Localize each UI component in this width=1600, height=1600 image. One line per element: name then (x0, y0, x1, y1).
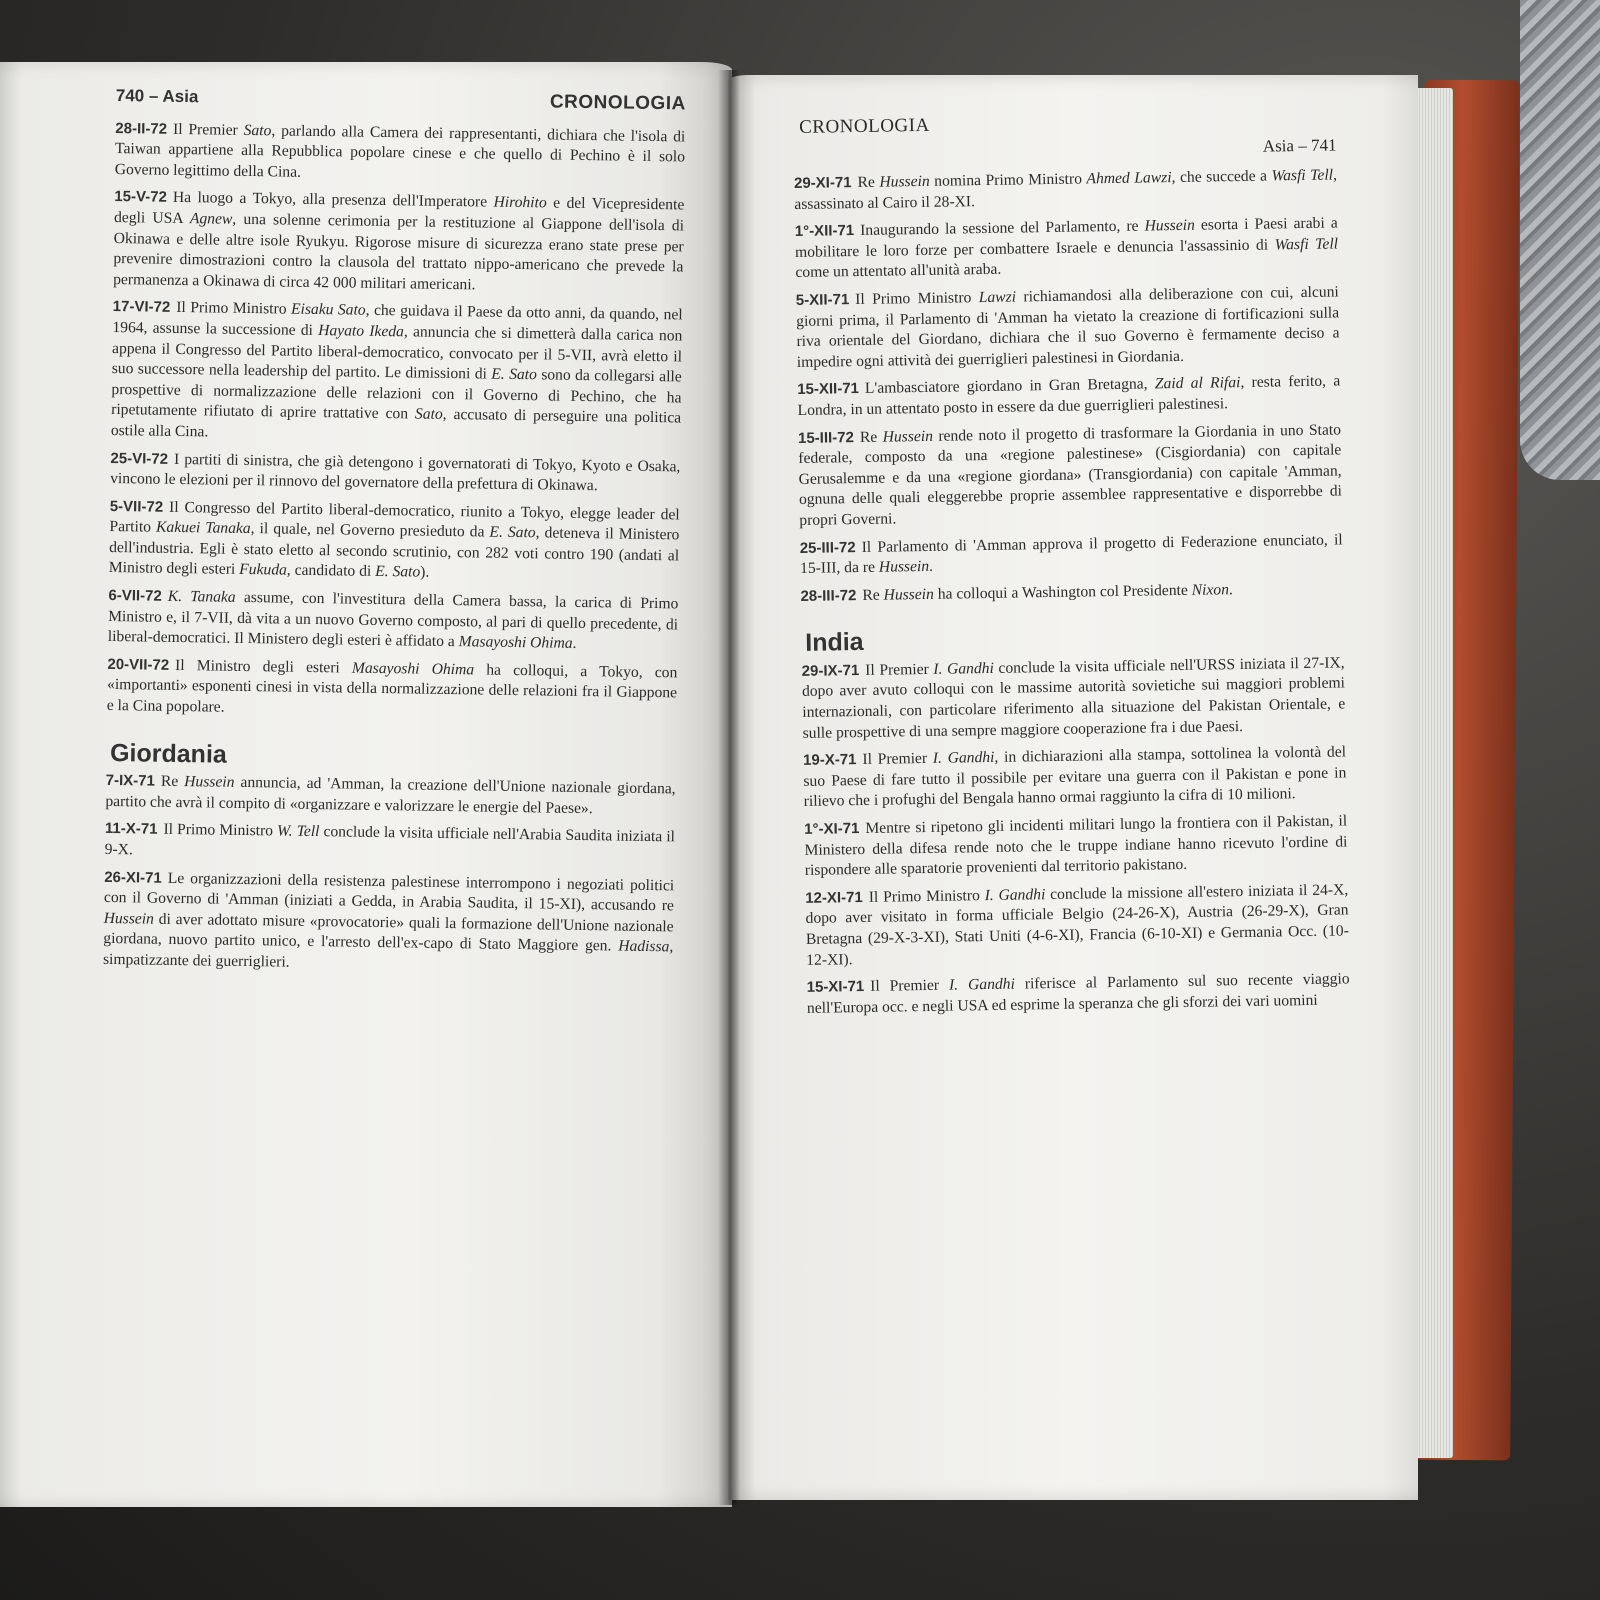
entry-text: . (928, 557, 934, 576)
entry-date: 5-VII-72 (109, 497, 164, 516)
person-name: Masayoshi Ohima (351, 659, 475, 679)
entry-text: rende noto il progetto di trasformare la Giordania in uno Stato federale, composto da una «regione palestinese» (Cisgiordania) con capitale Gerusalemme e da una «regione giordana» (Transgiordania) con capitale 'Amman, ognuna delle quali eleggerebbe proprie assemblee rappresentative e disporrebbe di propri Governi. (798, 420, 1343, 529)
chronology-entry (795, 214, 1339, 284)
entry-text: Il Premier (862, 750, 933, 769)
chronology-entry (800, 530, 1344, 580)
entry-date: 15-V-72 (114, 188, 168, 207)
entry-text: , deteneva il Ministero dell'industria. Egli è stato eletto al secondo scrutinio, con 282 voti contro 190 (andati al Ministro degli esteri (108, 524, 680, 579)
entry-date: 26-XI-71 (104, 868, 162, 887)
person-name: Fukuda (239, 561, 287, 580)
right-running-head (793, 109, 1337, 170)
entry-text: . (1228, 580, 1233, 598)
left-running-title: CRONOLOGIA (549, 91, 686, 115)
person-name: Masayoshi Ohima (458, 633, 573, 653)
person-name: W. Tell (276, 822, 320, 841)
entry-text: conclude la visita ufficiale nell'URSS iniziata il 27-IX, dopo aver avuto colloqui con le massime autorità sovietiche sui maggiori problemi internazionali, con particolare riferimento alla situazione del Pakistan Orientale, e sulle prospettive di una sempre maggiore cooperazione fra i due Paesi. (801, 654, 1346, 742)
chronology-entry (807, 970, 1351, 1020)
entry-text: esorta i Paesi arabi a mobilitare le loro forze per combattere Israele e denuncia l'assassinio di (794, 214, 1338, 261)
entry-text: conclude la visita ufficiale nell'Arabia Saudita iniziata il 9-X. (104, 823, 676, 859)
chronology-entry (103, 868, 674, 979)
entry-text: , il quale, nel Governo presieduto da (250, 520, 490, 541)
person-name: Kakuei Tanaka (155, 518, 251, 538)
person-name: Eisaku Sato (290, 300, 366, 320)
right-column (793, 109, 1350, 1026)
entry-date: 19-X-71 (802, 751, 857, 770)
entry-date: 17-VI-72 (112, 298, 171, 317)
entry-text: Le organizzazioni della resistenza palestinese interrompono i negoziati politici con il Governo di 'Amman (iniziati a Gedda, in Arabia Saudita, il 15-XI), accusando re (103, 869, 675, 915)
entry-date: 1°-XI-71 (804, 820, 860, 838)
section-title-india: India (805, 628, 864, 658)
giordania-entries (103, 771, 676, 979)
chronology-entry (113, 187, 684, 298)
chronology-entry (797, 372, 1341, 422)
entry-date: 28-III-72 (800, 586, 857, 605)
chronology-entry (111, 297, 683, 450)
right-entries (794, 165, 1344, 607)
entry-date: 15-III-72 (797, 428, 855, 447)
entry-text: Il Premier (172, 120, 244, 139)
left-entries (107, 119, 686, 725)
entry-text: , che guidava il Paese da otto anni, da quando, nel 1964, assunse la successione di (112, 302, 683, 339)
entry-text: , parlando alla Camera dei rappresentanti, dichiara che l'isola di Taiwan appartiene alla Repubblica popolare cinese e che quello di Pechino è il solo Governo legittimo della Cina. (114, 121, 686, 181)
person-name: Hussein (1144, 216, 1195, 235)
person-name: Wasfi Tell (1274, 235, 1339, 254)
person-name: Zaid al Rifai (1154, 374, 1241, 393)
person-name: E. Sato (489, 523, 536, 542)
cloth-corner (1520, 0, 1600, 480)
book-gutter (718, 70, 740, 1505)
person-name: Hussein (184, 773, 235, 792)
entry-date: 20-VII-72 (107, 655, 170, 674)
entry-date: 1°-XII-71 (794, 222, 855, 241)
entry-text: , simpatizzante dei guerriglieri. (102, 938, 674, 971)
chronology-entry (105, 771, 676, 821)
entry-text: , resta ferito, a Londra, in un attentato posto in essere da due guerriglieri palestinesi. (797, 372, 1341, 419)
chronology-entry (802, 653, 1346, 744)
person-name: Nixon (1191, 580, 1230, 599)
entry-date: 28-II-72 (115, 119, 168, 138)
entry-text: , annuncia che si dimetterà dalla carica non appena il Congresso del Partito liberal-democratico, convocato per il 5-VII, avrà eletto il suo successore nella leadership del partito. Le dimissioni di (111, 323, 683, 383)
entry-text: Il Primo Ministro (855, 289, 979, 309)
person-name: K. Tanaka (167, 587, 236, 606)
entry-text: Il Parlamento di 'Amman approva il progetto di Federazione enunciato, il 15-III, da re (799, 530, 1343, 578)
person-name: Sato (243, 121, 272, 139)
entry-text: , accusato di perseguire una politica ostile alla Cina. (110, 406, 682, 441)
chronology-entry (105, 819, 676, 869)
entry-text: di aver adottato misure «provocatorie» quali la formazione dell'Unione nazionale giordana, nuovo partito unico, e l'arresto dell'ex-capo di Stato Maggiore gen. (103, 910, 674, 955)
entry-date: 29-XI-71 (793, 174, 852, 192)
entry-text: L'ambasciatore giordano in Gran Bretagna, (864, 375, 1155, 398)
entry-text: come un attentato all'unità araba. (795, 261, 1002, 282)
person-name: Hussein (103, 909, 155, 928)
chronology-entry (110, 448, 681, 498)
entry-text: Il Primo Ministro (176, 299, 292, 318)
chronology-entry (798, 420, 1343, 531)
entry-text: Il Primo Ministro (868, 886, 985, 906)
entry-date: 15-XII-71 (797, 380, 860, 399)
left-folio: 740 – Asia (115, 86, 199, 107)
entry-text: ha colloqui, a Tokyo, con «importanti» esponenti cinesi in vista della normalizzazione delle relazioni fra il Giappone e la Cina popolare. (106, 661, 678, 716)
person-name: Agnew (189, 210, 233, 228)
entry-text: annuncia, ad 'Amman, la creazione dell'Unione nazionale giordana, partito che avrà il compito di «organizzare e valorizzare le energie del Paese». (105, 774, 676, 817)
entry-text: Il Ministro degli esteri (174, 656, 353, 677)
person-name: Lawzi (978, 288, 1017, 307)
person-name: Hayato Ikeda (318, 321, 405, 341)
entry-text: , che succede a (1171, 167, 1272, 187)
chronology-entry (794, 165, 1338, 215)
entry-text: sono da collegarsi alle prospettive di normalizzazione delle relazioni con il Governo di Pechino, che ha ripetutamente rifiutato di aprire trattative con (111, 366, 682, 423)
person-name: E. Sato (491, 365, 537, 384)
entry-date: 7-IX-71 (105, 772, 156, 790)
person-name: Hadissa (618, 937, 670, 956)
person-name: I. Gandhi (932, 749, 995, 768)
chronology-entry (805, 880, 1349, 971)
entry-text: Mentre si ripetono gli incidenti militari lungo la frontiera con il Pakistan, il Ministero della difesa rende noto che le truppe indiane hanno ricevuto l'ordine di rispondere alle sparatorie provenienti dal territorio pakistano. (804, 812, 1348, 880)
entry-text: I partiti di sinistra, che già detengono i governatorati di Tokyo, Kyoto e Osaka, vincono le elezioni per il rinnovo del governatore della prefettura di Okinawa. (110, 450, 681, 495)
entry-text: riferisce al Parlamento sul suo recente viaggio nell'Europa occ. e negli USA ed esprime la speranza che gli sforzi dei vari uomini (806, 970, 1350, 1017)
person-name: E. Sato (375, 563, 421, 582)
entry-date: 11-X-71 (104, 820, 158, 839)
chronology-entry (109, 497, 680, 588)
person-name: Hussein (879, 172, 930, 191)
entry-text: Re (857, 173, 880, 191)
chronology-entry (107, 655, 678, 725)
entry-text: Il Premier (865, 660, 934, 679)
entry-text: , candidato di (286, 562, 376, 581)
entry-text: nomina Primo Ministro (929, 170, 1087, 190)
entry-date: 29-IX-71 (801, 661, 860, 680)
person-name: Hussein (883, 585, 934, 604)
person-name: Sato (414, 405, 443, 424)
chronology-entry (115, 119, 686, 189)
person-name: Hirohito (493, 193, 547, 212)
entry-text: e del Vicepresidente degli USA (113, 194, 685, 228)
entry-text: ha colloqui a Washington col Presidente (933, 581, 1192, 603)
person-name: I. Gandhi (933, 659, 994, 678)
person-name: Ahmed Lawzi (1086, 169, 1172, 188)
chronology-entry (108, 586, 679, 656)
entry-text: ). (420, 564, 430, 582)
right-folio: Asia – 741 (1262, 135, 1337, 156)
entry-text: Re (859, 428, 883, 446)
entry-text: conclude la missione all'estero iniziata il 24-X, dopo aver visitato in forma ufficiale Belgio (24-26-X), Austria (26-29-X), Gran Bretagna (29-X-3-XI), Stati Uniti (4-6-XI), Francia (6-10-XI) e Germania Occ. (10-12-XI). (805, 881, 1349, 969)
person-name: Hussein (882, 427, 934, 446)
chronology-entry (800, 578, 1343, 607)
chronology-entry (803, 743, 1347, 813)
entry-text: Re (160, 772, 185, 791)
entry-date: 6-VII-72 (108, 587, 162, 605)
entry-text: Re (862, 586, 884, 604)
entry-text: , assassinato al Cairo il 28-XI. (794, 166, 1338, 213)
entry-text: , in dichiarazioni alla stampa, sottolinea la volontà del suo Paese di fare tutto il possibile per evitare una guerra con il Pakistan e pone in rilievo che i profughi del Bengala hanno ormai raggiunto la cifra di 10 milioni. (803, 743, 1347, 811)
person-name: I. Gandhi (948, 975, 1015, 994)
entry-date: 5-XII-71 (795, 291, 850, 309)
person-name: Hussein (878, 558, 930, 576)
person-name: I. Gandhi (984, 885, 1046, 904)
entry-text: Il Premier (870, 976, 950, 996)
entry-text: assume, con l'investitura della Camera bassa, la carica di Primo Ministro e, il 7-VII, dà vita a un nuovo Governo composto, al pari di quello precedente, di liberal-democratici. Il Ministero degli esteri è affidato a (107, 588, 679, 651)
left-column (103, 86, 686, 986)
chronology-entry (804, 811, 1348, 881)
entry-text: Il Primo Ministro (163, 821, 278, 840)
entry-text: Il Congresso del Partito liberal-democratico, riunito a Tokyo, elegge leader del Partito (109, 498, 680, 536)
entry-date: 25-III-72 (799, 538, 856, 557)
person-name: Wasfi Tell (1271, 166, 1334, 185)
entry-date: 12-XI-71 (805, 888, 863, 907)
entry-text: richiamandosi alla deliberazione con cui, alcuni giorni prima, il Parlamento di 'Amman ha vietato la creazione di fortificazioni sulla riva orientale del Giordano, dichiara che il suo Governo è fermamente deciso a impedire ogni attività dei guerriglieri palestinesi in Giordania. (796, 283, 1340, 371)
entry-date: 25-VI-72 (110, 449, 169, 468)
india-entries (802, 653, 1351, 1019)
section-title-giordania: Giordania (109, 738, 227, 769)
chronology-entry (796, 282, 1340, 373)
entry-text: Inaugurando la sessione del Parlamento, re (860, 217, 1145, 240)
right-running-title: CRONOLOGIA (798, 114, 930, 138)
entry-date: 15-XI-71 (806, 978, 865, 997)
entry-text: , una solenne cerimonia per la restituzione al Giappone dell'isola di Okinawa e delle altre isole Ryukyu. Rigorose misure di sicurezza erano state prese per prevenire dimostrazioni contro la clausola del trattato nippo-americano che prevede la permanenza a Okinawa di circa 42 000 militari americani. (113, 210, 685, 294)
entry-text: Ha luogo a Tokyo, alla presenza dell'Imperatore (172, 189, 494, 211)
entry-text: . (572, 635, 577, 653)
